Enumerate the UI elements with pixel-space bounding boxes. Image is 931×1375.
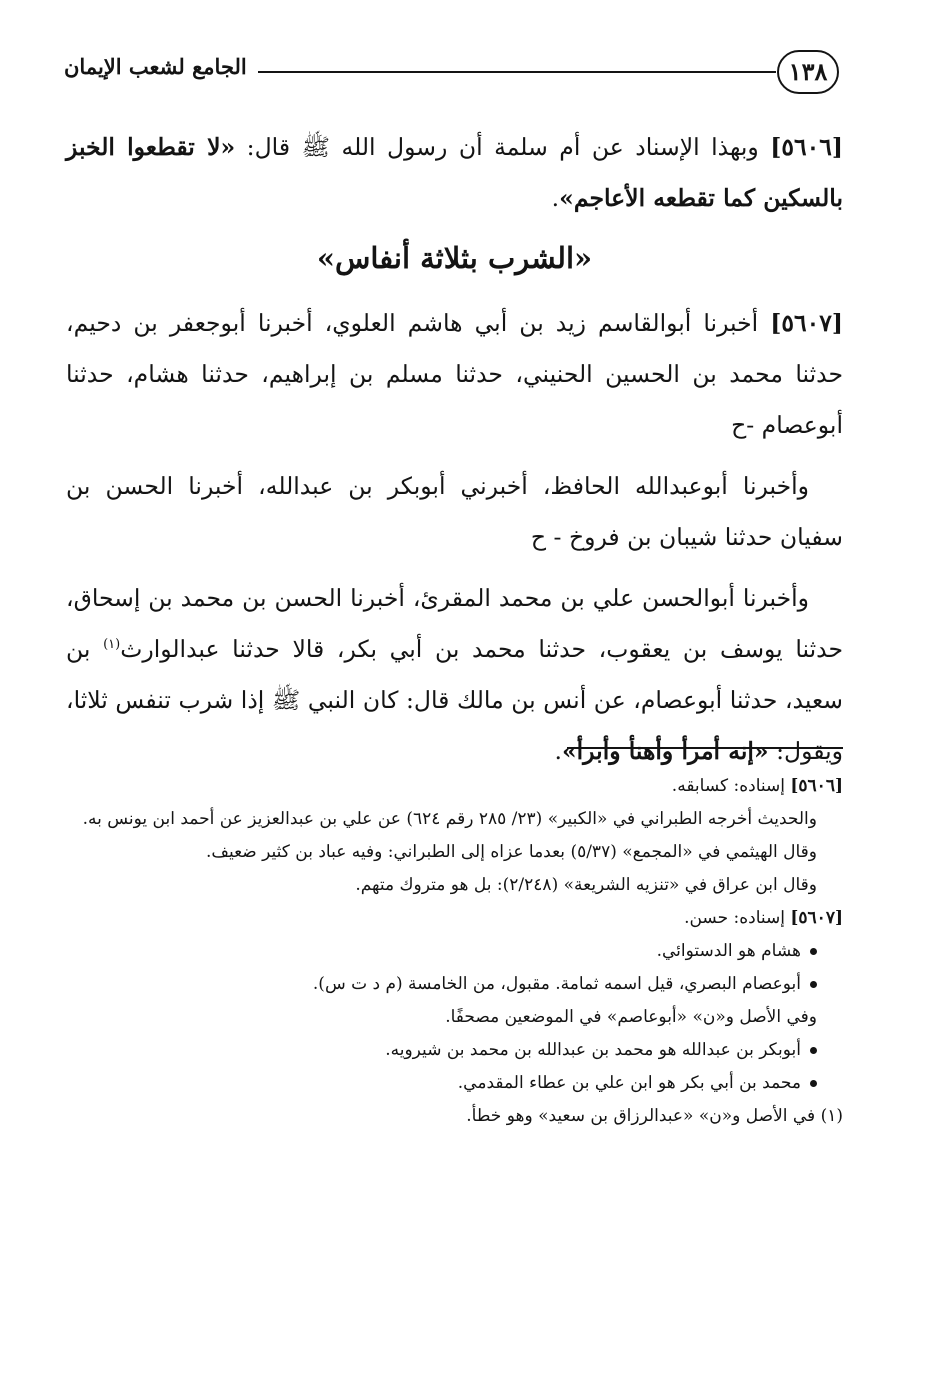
hadith-quote: «إنه أمرأ وأهنأ وأبرأ» bbox=[561, 737, 769, 765]
running-title: الجامع لشعب الإيمان bbox=[64, 54, 247, 79]
chapter-title: «الشرب بثلاثة أنفاس» bbox=[316, 241, 593, 275]
footnote-separator bbox=[567, 747, 843, 749]
note-5606-ibn-iraq: وقال ابن عراق في «تنزيه الشريعة» (٢/٢٤٨): بل هو متروك متهم. bbox=[355, 875, 817, 895]
paragraph-5606 bbox=[66, 122, 843, 224]
paragraph-end: . bbox=[551, 184, 560, 212]
note-5606-tabarani: والحديث أخرجه الطبراني في «الكبير» (٢٣/ ٢٨٥ رقم ٦٢٤) عن علي بن عبدالعزيز عن أحمد ابن يونس به. bbox=[82, 809, 817, 829]
paragraph-end: . bbox=[554, 737, 562, 765]
note-5606-title bbox=[66, 770, 843, 803]
note-5607-list bbox=[66, 935, 843, 1001]
paragraph-text: وبهذا الإسناد عن أم سلمة أن رسول الله ﷺ قال: bbox=[235, 133, 771, 161]
hadith-number: [٥٦٠٧] bbox=[770, 309, 843, 337]
note-number: [٥٦٠٦] bbox=[790, 776, 843, 796]
main-text bbox=[66, 122, 843, 787]
footnotes bbox=[66, 770, 843, 1133]
paragraph-5607 bbox=[66, 298, 843, 451]
note-sub-remark: وفي الأصل و«ن» «أبوعاصم» في الموضعين مصحفًا. bbox=[445, 1007, 817, 1027]
list-item: هشام هو الدستوائي. bbox=[66, 935, 817, 968]
hadith-quote: «لا تقطعوا الخبز بالسكين كما تقطعه الأعاجم» bbox=[66, 133, 843, 212]
footnote-1: (١) في الأصل و«ن» «عبدالرزاق بن سعيد» وهو خطأ. bbox=[466, 1106, 843, 1126]
footnote-reference: (١) bbox=[103, 637, 121, 653]
note-text: إسناده: كسابقه. bbox=[671, 776, 791, 796]
header-rule bbox=[258, 71, 776, 73]
list-item: أبوعصام البصري، قيل اسمه ثمامة. مقبول، من الخامسة (م د ت س). bbox=[66, 968, 817, 1001]
hadith-number: [٥٦٠٦] bbox=[770, 133, 843, 161]
paragraph-text: أخبرنا أبوالقاسم زيد بن أبي هاشم العلوي، أخبرنا أبوجعفر بن دحيم، حدثنا محمد بن الحسين الحنيني، حدثنا مسلم بن إبراهيم، حدثنا هشام، حدثنا أبوعصام -ح bbox=[66, 309, 843, 439]
note-number: [٥٦٠٧] bbox=[790, 908, 843, 928]
note-5606-haythami: وقال الهيثمي في «المجمع» (٥/٣٧) بعدما عزاه إلى الطبراني: وفيه عباد بن كثير ضعيف. bbox=[205, 842, 817, 862]
note-5607-title bbox=[66, 902, 843, 935]
note-text: إسناده: حسن. bbox=[684, 908, 791, 928]
list-item: محمد بن أبي بكر هو ابن علي بن عطاء المقدمي. bbox=[66, 1067, 817, 1100]
page-number: ١٣٨ bbox=[777, 50, 839, 94]
list-item: أبوبكر بن عبدالله هو محمد بن عبدالله بن محمد بن شيرويه. bbox=[66, 1034, 817, 1067]
paragraph-second-chain: وأخبرنا أبوعبدالله الحافظ، أخبرني أبوبكر بن عبدالله، أخبرنا الحسن بن سفيان حدثنا شيبان بن فروخ - ح bbox=[66, 472, 843, 551]
paragraph-text: وأخبرنا أبوالحسن علي بن محمد المقرئ، أخبرنا الحسن بن محمد بن إسحاق، حدثنا يوسف بن يعقوب، حدثنا محمد بن أبي بكر، قالا حدثنا عبدالوارث bbox=[66, 584, 844, 663]
note-5607-list-continued bbox=[66, 1034, 843, 1100]
paragraph-text: بن سعيد، حدثنا أبوعصام، عن أنس بن مالك قال: كان النبي ﷺ إذا شرب تنفس ثلاثا، ويقول: bbox=[66, 635, 843, 765]
